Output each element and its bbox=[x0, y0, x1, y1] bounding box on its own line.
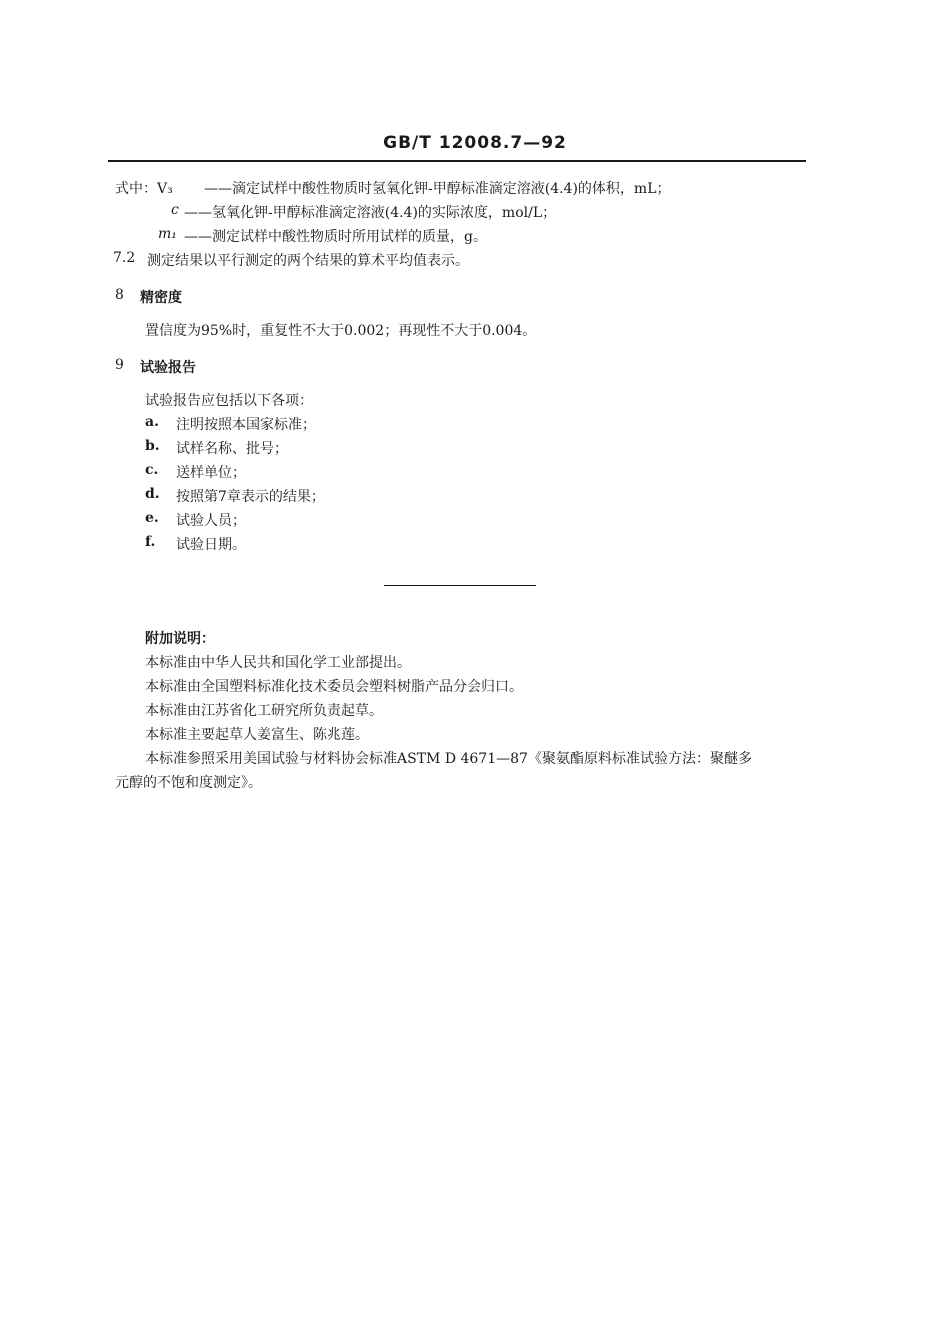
note-line: 本标准参照采用美国试验与材料协会标准ASTM D 4671—87《聚氨酯原料标准试验方法：聚醚多 bbox=[145, 751, 752, 767]
note-line: 本标准由全国塑料标准化技术委员会塑料树脂产品分会归口。 bbox=[145, 679, 523, 695]
list-item-marker: e. bbox=[145, 510, 159, 526]
additional-notes-title: 附加说明： bbox=[145, 631, 215, 647]
list-item: 注明按照本国家标准； bbox=[176, 417, 316, 433]
section-9-number: 9 bbox=[115, 357, 124, 373]
section-8-title: 精密度 bbox=[140, 290, 182, 306]
standard-code-header: GB/T 12008.7—92 bbox=[383, 133, 567, 153]
list-item-marker: c. bbox=[145, 462, 159, 478]
legend-v3-label: 式中：V₃ bbox=[115, 181, 173, 197]
note-line: 本标准由中华人民共和国化学工业部提出。 bbox=[145, 655, 411, 671]
list-item: 试验人员； bbox=[176, 513, 246, 529]
clause-7-2-text: 测定结果以平行测定的两个结果的算术平均值表示。 bbox=[147, 253, 469, 269]
header-rule bbox=[108, 160, 806, 162]
section-separator bbox=[384, 585, 536, 586]
legend-c-label: c bbox=[171, 202, 179, 218]
legend-m1-label: m₁ bbox=[158, 226, 177, 242]
list-item: 按照第7章表示的结果； bbox=[176, 489, 325, 505]
list-item: 试验日期。 bbox=[176, 537, 246, 553]
legend-c-text: ——氢氧化钾-甲醇标准滴定溶液(4.4)的实际浓度，mol/L； bbox=[184, 205, 557, 221]
note-line: 本标准由江苏省化工研究所负责起草。 bbox=[145, 703, 383, 719]
legend-m1-text: ——测定试样中酸性物质时所用试样的质量，g。 bbox=[184, 229, 487, 245]
section-8-number: 8 bbox=[115, 287, 124, 303]
list-item-marker: f. bbox=[145, 534, 156, 550]
clause-7-2-number: 7.2 bbox=[113, 250, 136, 266]
legend-v3-text: ——滴定试样中酸性物质时氢氧化钾-甲醇标准滴定溶液(4.4)的体积，mL； bbox=[204, 181, 671, 197]
list-item-marker: b. bbox=[145, 438, 160, 454]
section-9-intro: 试验报告应包括以下各项： bbox=[145, 393, 313, 409]
section-9-title: 试验报告 bbox=[140, 360, 196, 376]
section-8-text: 置信度为95%时，重复性不大于0.002；再现性不大于0.004。 bbox=[145, 323, 537, 339]
note-line: 元醇的不饱和度测定》。 bbox=[115, 775, 262, 791]
list-item: 试样名称、批号； bbox=[176, 441, 288, 457]
note-line: 本标准主要起草人姜富生、陈兆莲。 bbox=[145, 727, 369, 743]
list-item: 送样单位； bbox=[176, 465, 246, 481]
list-item-marker: a. bbox=[145, 414, 159, 430]
list-item-marker: d. bbox=[145, 486, 160, 502]
